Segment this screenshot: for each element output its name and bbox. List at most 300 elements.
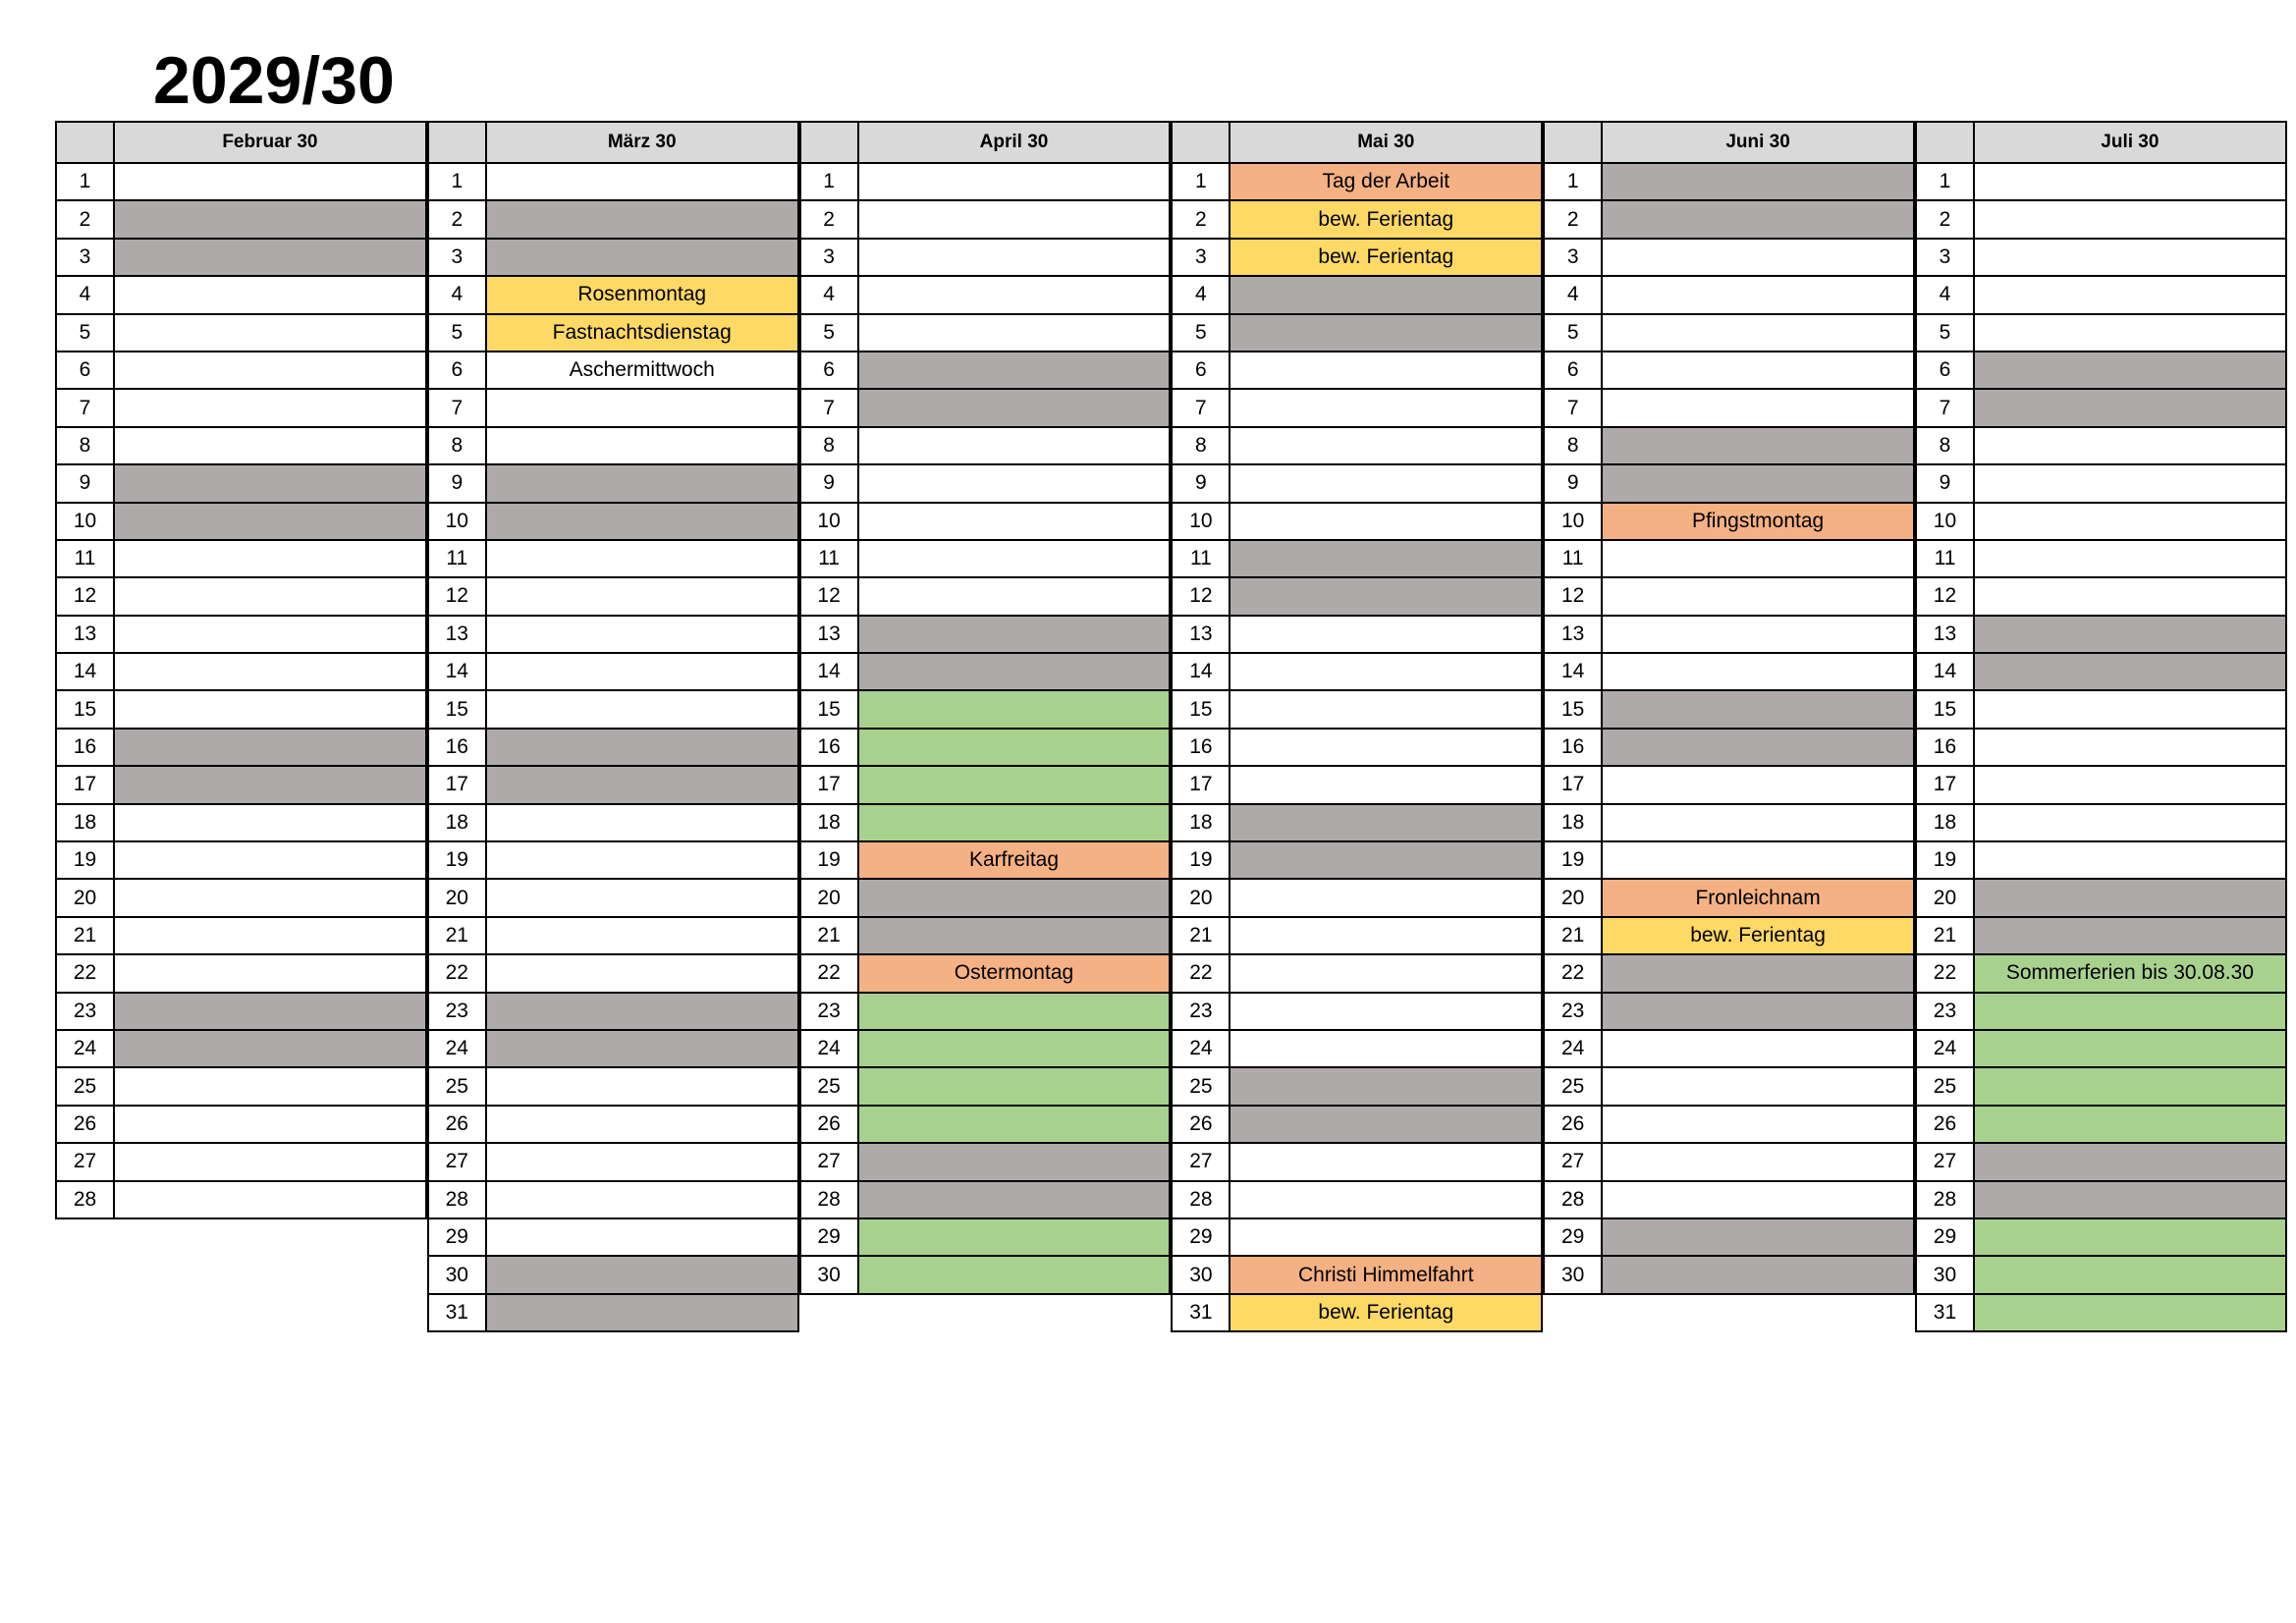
day-number: 3 <box>1544 239 1602 276</box>
day-row <box>428 200 798 238</box>
day-row <box>56 1030 426 1067</box>
day-cell <box>486 1294 798 1331</box>
day-cell <box>1230 1067 1542 1105</box>
day-cell <box>858 200 1171 238</box>
day-cell <box>1230 1106 1542 1143</box>
day-cell <box>1974 1030 2286 1067</box>
day-row <box>1916 239 2286 276</box>
day-number: 12 <box>56 577 114 615</box>
day-row <box>1916 653 2286 690</box>
header-corner-cell <box>1916 122 1974 163</box>
day-cell <box>1974 1218 2286 1256</box>
day-number: 14 <box>56 653 114 690</box>
day-cell <box>1602 352 1914 389</box>
day-number: 15 <box>1544 690 1602 728</box>
day-number: 4 <box>1544 276 1602 313</box>
day-cell <box>114 577 426 615</box>
day-cell <box>114 200 426 238</box>
day-row <box>1172 804 1542 841</box>
day-number: 25 <box>56 1067 114 1105</box>
header-corner-cell <box>428 122 486 163</box>
day-number: 28 <box>800 1181 858 1218</box>
day-number: 11 <box>1544 540 1602 577</box>
day-number: 23 <box>1172 993 1230 1030</box>
day-row <box>428 766 798 803</box>
day-cell <box>114 1106 426 1143</box>
day-cell <box>114 427 426 464</box>
day-number: 11 <box>56 540 114 577</box>
day-cell <box>858 389 1171 426</box>
day-cell <box>486 616 798 653</box>
day-number: 4 <box>1172 276 1230 313</box>
day-number: 25 <box>1916 1067 1974 1105</box>
day-number: 13 <box>1172 616 1230 653</box>
day-cell <box>1602 464 1914 502</box>
day-number: 16 <box>1544 729 1602 766</box>
day-cell: Aschermittwoch <box>486 352 798 389</box>
day-cell <box>486 1143 798 1180</box>
day-row <box>800 1181 1171 1218</box>
day-number: 19 <box>800 841 858 879</box>
day-row <box>428 1106 798 1143</box>
day-row <box>56 389 426 426</box>
day-cell <box>1602 389 1914 426</box>
day-number: 22 <box>800 954 858 992</box>
day-number: 26 <box>56 1106 114 1143</box>
day-number: 12 <box>1916 577 1974 615</box>
day-number: 26 <box>800 1106 858 1143</box>
day-row <box>1544 1218 1914 1256</box>
day-number: 4 <box>1916 276 1974 313</box>
day-number: 29 <box>1544 1218 1602 1256</box>
day-number: 18 <box>1544 804 1602 841</box>
day-cell <box>486 954 798 992</box>
day-number: 4 <box>428 276 486 313</box>
day-cell <box>858 503 1171 540</box>
month-name: April 30 <box>858 122 1171 163</box>
day-number: 24 <box>1916 1030 1974 1067</box>
day-number: 21 <box>1544 917 1602 954</box>
day-row <box>428 879 798 916</box>
day-row <box>1172 200 1542 238</box>
day-number: 28 <box>1916 1181 1974 1218</box>
day-row <box>1544 804 1914 841</box>
day-number: 19 <box>1172 841 1230 879</box>
day-number: 8 <box>56 427 114 464</box>
day-row <box>428 276 798 313</box>
day-row <box>1916 464 2286 502</box>
day-number: 28 <box>56 1181 114 1218</box>
day-cell <box>1602 1106 1914 1143</box>
day-cell <box>486 841 798 879</box>
day-number: 29 <box>1916 1218 1974 1256</box>
day-number: 27 <box>56 1143 114 1180</box>
day-cell <box>1230 540 1542 577</box>
day-cell <box>1602 1256 1914 1293</box>
day-cell <box>1602 1030 1914 1067</box>
day-row <box>56 993 426 1030</box>
day-row <box>1916 804 2286 841</box>
day-number: 31 <box>428 1294 486 1331</box>
day-row <box>1916 841 2286 879</box>
day-row <box>1172 616 1542 653</box>
day-cell <box>1230 954 1542 992</box>
day-number: 7 <box>1544 389 1602 426</box>
day-cell <box>114 239 426 276</box>
day-cell <box>858 352 1171 389</box>
day-row <box>428 464 798 502</box>
day-row <box>800 653 1171 690</box>
day-cell <box>1230 276 1542 313</box>
day-number: 30 <box>1916 1256 1974 1293</box>
day-row <box>800 804 1171 841</box>
month-name: Februar 30 <box>114 122 426 163</box>
day-number: 14 <box>1544 653 1602 690</box>
day-row <box>56 690 426 728</box>
day-cell <box>114 389 426 426</box>
day-number: 23 <box>800 993 858 1030</box>
day-cell <box>858 729 1171 766</box>
day-cell <box>1974 389 2286 426</box>
day-row <box>1916 1143 2286 1180</box>
day-cell <box>114 1067 426 1105</box>
day-row <box>428 729 798 766</box>
day-number: 8 <box>800 427 858 464</box>
day-number: 30 <box>1172 1256 1230 1293</box>
day-row <box>428 1030 798 1067</box>
day-cell <box>1974 1143 2286 1180</box>
day-row <box>1544 879 1914 916</box>
day-number: 24 <box>56 1030 114 1067</box>
day-cell: Tag der Arbeit <box>1230 163 1542 200</box>
day-row <box>800 389 1171 426</box>
day-row <box>1172 1181 1542 1218</box>
day-cell <box>1230 352 1542 389</box>
header-corner-cell <box>1172 122 1230 163</box>
day-cell <box>1602 577 1914 615</box>
day-row <box>56 729 426 766</box>
day-number: 5 <box>428 314 486 352</box>
day-number: 2 <box>800 200 858 238</box>
day-number: 9 <box>428 464 486 502</box>
day-cell <box>486 389 798 426</box>
day-number: 25 <box>1544 1067 1602 1105</box>
day-row <box>1916 616 2286 653</box>
day-row <box>428 577 798 615</box>
day-number: 6 <box>56 352 114 389</box>
day-cell <box>858 577 1171 615</box>
day-number: 21 <box>800 917 858 954</box>
day-cell <box>1974 917 2286 954</box>
day-cell <box>1230 917 1542 954</box>
day-number: 22 <box>56 954 114 992</box>
day-cell <box>114 616 426 653</box>
day-row <box>56 766 426 803</box>
day-row <box>800 503 1171 540</box>
day-number: 23 <box>1544 993 1602 1030</box>
day-number: 28 <box>1172 1181 1230 1218</box>
day-row <box>1172 690 1542 728</box>
calendar-grid <box>55 121 2287 1332</box>
day-cell <box>486 766 798 803</box>
day-row <box>428 352 798 389</box>
day-row <box>1172 352 1542 389</box>
day-cell <box>858 1106 1171 1143</box>
day-row <box>56 804 426 841</box>
day-number: 1 <box>428 163 486 200</box>
day-number: 6 <box>800 352 858 389</box>
day-number: 21 <box>56 917 114 954</box>
day-cell <box>486 804 798 841</box>
day-row <box>1916 1106 2286 1143</box>
day-number: 14 <box>428 653 486 690</box>
day-number: 4 <box>800 276 858 313</box>
day-row <box>428 954 798 992</box>
day-cell <box>114 879 426 916</box>
day-cell <box>1230 993 1542 1030</box>
day-number: 22 <box>1172 954 1230 992</box>
day-cell <box>1602 540 1914 577</box>
day-row <box>56 1106 426 1143</box>
day-number: 21 <box>1172 917 1230 954</box>
day-row <box>1172 993 1542 1030</box>
day-row <box>800 729 1171 766</box>
day-row <box>1172 1106 1542 1143</box>
month-table <box>1171 121 1543 1332</box>
header-corner-cell <box>800 122 858 163</box>
day-cell <box>114 729 426 766</box>
day-cell <box>1974 690 2286 728</box>
day-cell <box>858 653 1171 690</box>
day-row <box>56 577 426 615</box>
day-number: 13 <box>1916 616 1974 653</box>
day-row <box>1916 1256 2286 1293</box>
day-cell <box>486 729 798 766</box>
month-table <box>1543 121 1915 1295</box>
day-number: 9 <box>1916 464 1974 502</box>
day-cell <box>1974 993 2286 1030</box>
day-number: 28 <box>428 1181 486 1218</box>
day-row <box>1172 503 1542 540</box>
day-row <box>56 954 426 992</box>
day-row <box>1172 239 1542 276</box>
day-row <box>800 1106 1171 1143</box>
day-number: 17 <box>1916 766 1974 803</box>
day-row <box>1172 427 1542 464</box>
day-number: 17 <box>800 766 858 803</box>
day-number: 13 <box>56 616 114 653</box>
day-cell <box>1602 653 1914 690</box>
day-number: 1 <box>1544 163 1602 200</box>
day-number: 2 <box>1544 200 1602 238</box>
day-row <box>1544 616 1914 653</box>
day-cell <box>486 464 798 502</box>
day-number: 14 <box>1916 653 1974 690</box>
month-header-row <box>56 122 426 163</box>
day-number: 24 <box>1544 1030 1602 1067</box>
day-row <box>1916 1294 2286 1331</box>
day-number: 12 <box>1172 577 1230 615</box>
day-row <box>56 653 426 690</box>
day-cell <box>1602 276 1914 313</box>
day-number: 30 <box>1544 1256 1602 1293</box>
day-row <box>428 427 798 464</box>
day-number: 20 <box>56 879 114 916</box>
month-name: Juli 30 <box>1974 122 2286 163</box>
day-number: 19 <box>1544 841 1602 879</box>
day-cell <box>1230 389 1542 426</box>
day-number: 17 <box>56 766 114 803</box>
day-number: 23 <box>56 993 114 1030</box>
day-number: 3 <box>1916 239 1974 276</box>
day-number: 13 <box>800 616 858 653</box>
day-number: 18 <box>428 804 486 841</box>
month-table <box>427 121 799 1332</box>
day-row <box>56 352 426 389</box>
day-number: 10 <box>1916 503 1974 540</box>
day-cell <box>1230 653 1542 690</box>
day-row <box>800 917 1171 954</box>
day-row <box>1544 1143 1914 1180</box>
day-number: 1 <box>800 163 858 200</box>
day-row <box>56 503 426 540</box>
day-cell <box>1230 577 1542 615</box>
day-cell <box>486 503 798 540</box>
month-header-row <box>1172 122 1542 163</box>
day-row <box>1544 766 1914 803</box>
day-number: 8 <box>1916 427 1974 464</box>
day-row <box>56 276 426 313</box>
day-number: 25 <box>800 1067 858 1105</box>
day-row <box>1916 352 2286 389</box>
day-row <box>1544 276 1914 313</box>
day-cell <box>1230 464 1542 502</box>
day-number: 2 <box>1172 200 1230 238</box>
day-number: 9 <box>56 464 114 502</box>
day-row <box>428 993 798 1030</box>
day-cell <box>486 993 798 1030</box>
day-cell <box>1230 879 1542 916</box>
day-cell <box>1230 314 1542 352</box>
day-cell <box>114 163 426 200</box>
day-number: 22 <box>1916 954 1974 992</box>
day-row <box>1544 1067 1914 1105</box>
month-name: Juni 30 <box>1602 122 1914 163</box>
day-row <box>1544 352 1914 389</box>
day-row <box>1544 314 1914 352</box>
day-row <box>1172 954 1542 992</box>
day-number: 19 <box>428 841 486 879</box>
day-number: 25 <box>428 1067 486 1105</box>
day-number: 9 <box>1172 464 1230 502</box>
day-cell: Fastnachtsdienstag <box>486 314 798 352</box>
day-cell <box>1974 1106 2286 1143</box>
day-number: 25 <box>1172 1067 1230 1105</box>
day-number: 20 <box>1544 879 1602 916</box>
day-cell <box>1602 729 1914 766</box>
day-cell <box>1974 163 2286 200</box>
day-row <box>56 616 426 653</box>
day-cell <box>1230 1030 1542 1067</box>
day-cell <box>114 841 426 879</box>
day-cell <box>114 1030 426 1067</box>
day-cell <box>1974 276 2286 313</box>
day-cell <box>486 540 798 577</box>
day-row <box>800 163 1171 200</box>
day-row <box>1544 464 1914 502</box>
day-number: 15 <box>1916 690 1974 728</box>
day-number: 27 <box>1544 1143 1602 1180</box>
day-row <box>428 1294 798 1331</box>
day-row <box>1544 427 1914 464</box>
day-cell <box>1602 427 1914 464</box>
day-number: 20 <box>428 879 486 916</box>
day-row <box>1172 1256 1542 1293</box>
day-cell <box>1602 766 1914 803</box>
day-row <box>428 163 798 200</box>
day-row <box>1172 766 1542 803</box>
day-number: 3 <box>428 239 486 276</box>
day-row <box>56 239 426 276</box>
day-cell <box>1974 616 2286 653</box>
day-row <box>428 917 798 954</box>
day-row <box>800 314 1171 352</box>
day-cell <box>486 577 798 615</box>
day-number: 11 <box>1916 540 1974 577</box>
day-row <box>428 690 798 728</box>
day-row <box>1172 729 1542 766</box>
day-cell <box>858 427 1171 464</box>
day-cell <box>858 879 1171 916</box>
day-number: 13 <box>428 616 486 653</box>
day-cell <box>1602 841 1914 879</box>
day-cell <box>1974 1067 2286 1105</box>
day-row <box>800 427 1171 464</box>
day-cell <box>486 427 798 464</box>
day-cell <box>114 314 426 352</box>
day-number: 26 <box>1544 1106 1602 1143</box>
day-cell <box>858 163 1171 200</box>
day-number: 16 <box>1916 729 1974 766</box>
month-name: März 30 <box>486 122 798 163</box>
day-row <box>1172 1218 1542 1256</box>
day-cell <box>114 993 426 1030</box>
day-cell <box>1230 1143 1542 1180</box>
day-number: 24 <box>428 1030 486 1067</box>
day-number: 24 <box>800 1030 858 1067</box>
day-cell <box>858 239 1171 276</box>
day-cell: bew. Ferientag <box>1230 1294 1542 1331</box>
day-cell <box>1974 577 2286 615</box>
day-row <box>1172 653 1542 690</box>
day-number: 2 <box>1916 200 1974 238</box>
day-number: 5 <box>800 314 858 352</box>
day-cell: Pfingstmontag <box>1602 503 1914 540</box>
day-row <box>800 954 1171 992</box>
day-cell <box>858 804 1171 841</box>
day-cell <box>1230 841 1542 879</box>
day-cell <box>858 1030 1171 1067</box>
day-row <box>56 163 426 200</box>
day-row <box>800 766 1171 803</box>
day-cell: Christi Himmelfahrt <box>1230 1256 1542 1293</box>
day-row <box>800 616 1171 653</box>
day-number: 30 <box>428 1256 486 1293</box>
day-row <box>56 1067 426 1105</box>
day-row <box>800 464 1171 502</box>
day-row <box>56 464 426 502</box>
day-cell <box>486 1106 798 1143</box>
